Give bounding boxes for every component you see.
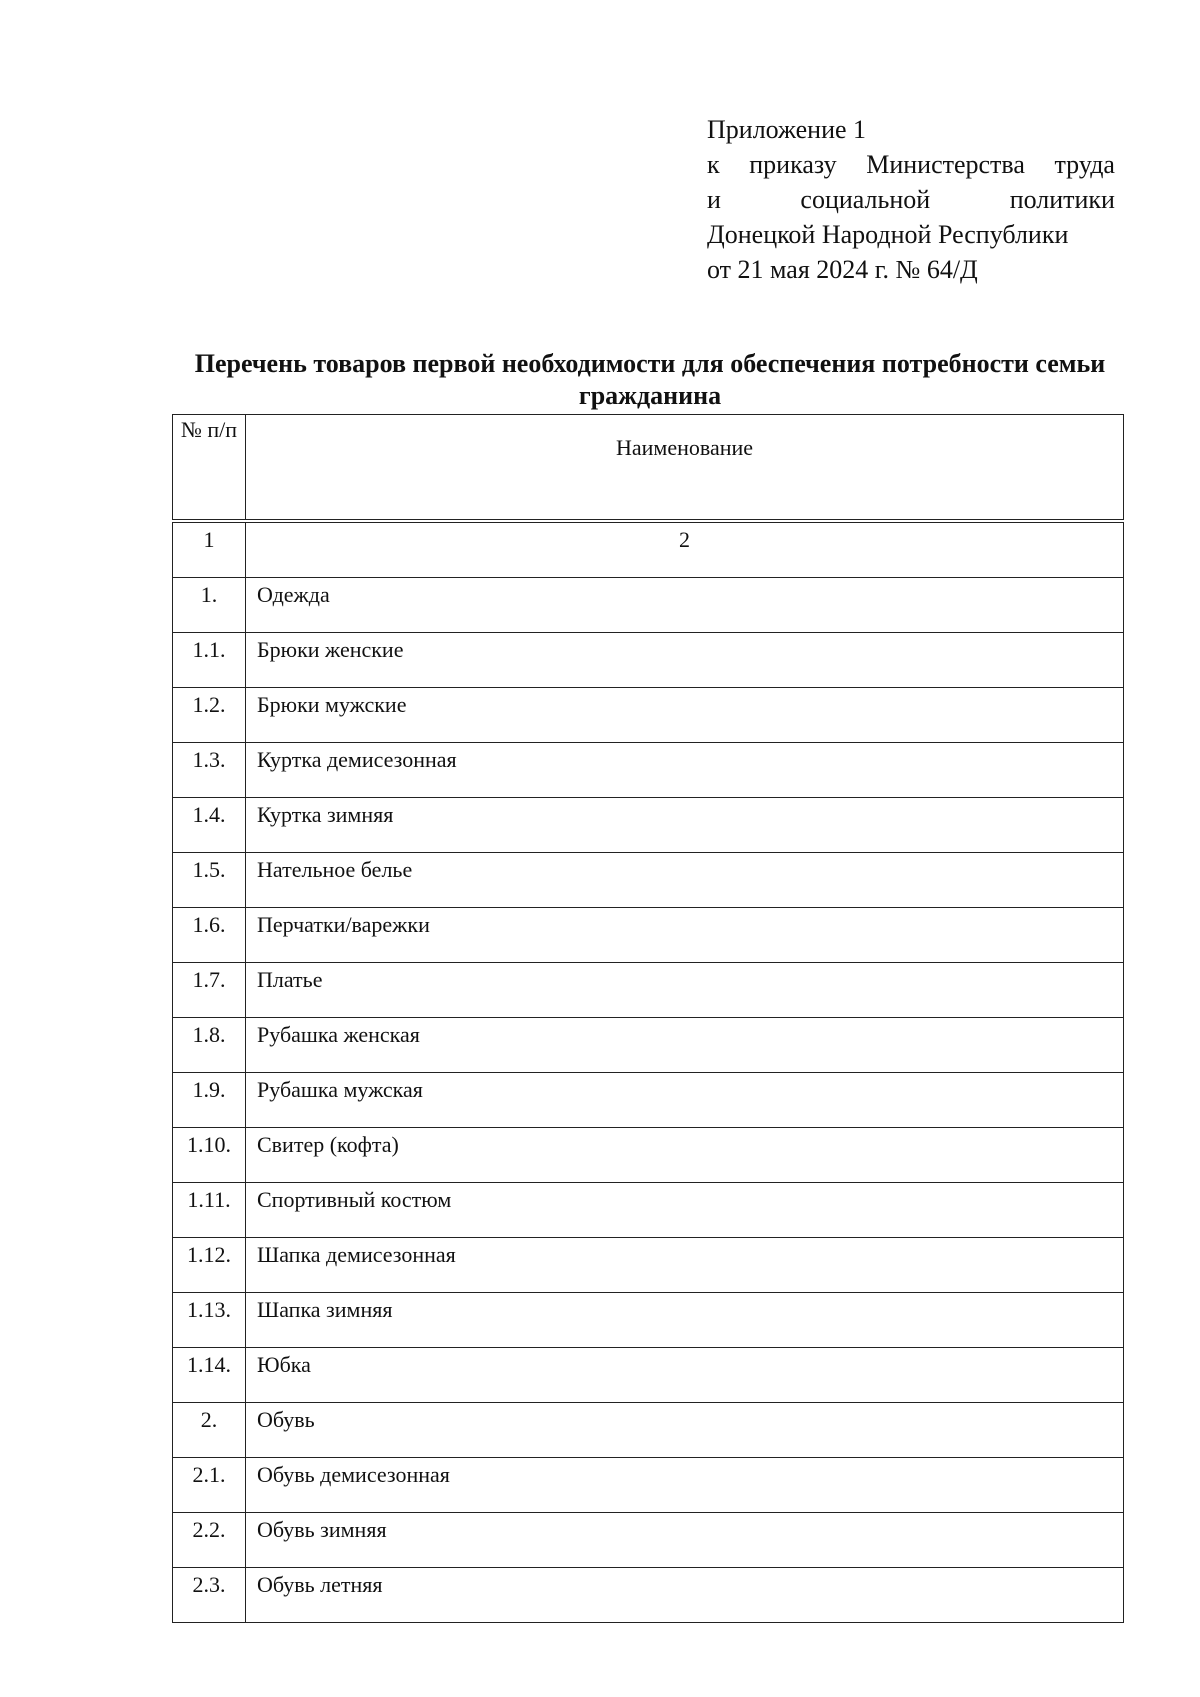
- row-name: Свитер (кофта): [246, 1128, 1124, 1183]
- table-row: [173, 1568, 1124, 1623]
- row-number: 2.3.: [173, 1568, 246, 1623]
- table-row: [173, 908, 1124, 963]
- header-num: № п/п: [173, 415, 246, 520]
- table-row: [173, 798, 1124, 853]
- table-row: [173, 633, 1124, 688]
- word: к: [707, 150, 720, 179]
- row-number: 1.11.: [173, 1183, 246, 1238]
- attachment-republic-line: Донецкой Народной Республики: [707, 220, 1069, 249]
- row-name: Рубашка женская: [246, 1018, 1124, 1073]
- attachment-block: [707, 112, 1115, 287]
- table-row: [173, 1403, 1124, 1458]
- word: политики: [1009, 185, 1115, 214]
- row-number: 1.2.: [173, 688, 246, 743]
- table-row: [173, 743, 1124, 798]
- table-row: [173, 963, 1124, 1018]
- row-number: 1.3.: [173, 743, 246, 798]
- attachment-ministry-line: [707, 182, 1115, 217]
- row-name: Перчатки/варежки: [246, 908, 1124, 963]
- row-name: Шапка зимняя: [246, 1293, 1124, 1348]
- table-row: [173, 1073, 1124, 1128]
- row-name: Обувь зимняя: [246, 1513, 1124, 1568]
- table-row: [173, 1513, 1124, 1568]
- row-number: 1.8.: [173, 1018, 246, 1073]
- row-name: Нательное белье: [246, 853, 1124, 908]
- word: социальной: [800, 185, 931, 214]
- row-number: 1.5.: [173, 853, 246, 908]
- table-row: [173, 1293, 1124, 1348]
- word: труда: [1054, 150, 1115, 179]
- row-name: Шапка демисезонная: [246, 1238, 1124, 1293]
- word: приказу: [749, 150, 837, 179]
- table-row: [173, 1018, 1124, 1073]
- table-row: [173, 1183, 1124, 1238]
- row-name: Юбка: [246, 1348, 1124, 1403]
- table-row: [173, 578, 1124, 633]
- table-header-row: [173, 415, 1124, 520]
- row-name: Одежда: [246, 578, 1124, 633]
- row-number: 1.: [173, 578, 246, 633]
- row-number: 1.9.: [173, 1073, 246, 1128]
- row-name: Платье: [246, 963, 1124, 1018]
- table-row: [173, 688, 1124, 743]
- row-number: 1.13.: [173, 1293, 246, 1348]
- row-name: Спортивный костюм: [246, 1183, 1124, 1238]
- table-row: [173, 1238, 1124, 1293]
- row-number: 2.1.: [173, 1458, 246, 1513]
- attachment-date-line: от 21 мая 2024 г. № 64/Д: [707, 255, 978, 284]
- row-number: 1.12.: [173, 1238, 246, 1293]
- row-name: Рубашка мужская: [246, 1073, 1124, 1128]
- row-number: 1.7.: [173, 963, 246, 1018]
- word: Министерства: [866, 150, 1025, 179]
- goods-table: [172, 414, 1124, 1623]
- table-row: [173, 1458, 1124, 1513]
- row-name: Брюки женские: [246, 633, 1124, 688]
- column-numbers-row: [173, 523, 1124, 578]
- table-row: [173, 853, 1124, 908]
- attachment-number: Приложение 1: [707, 115, 867, 144]
- column-number: 1: [173, 523, 246, 578]
- word: и: [707, 185, 721, 214]
- header-name: Наименование: [246, 415, 1124, 520]
- document-title: Перечень товаров первой необходимости для обеспечения потребности семьи гражданина: [194, 349, 1106, 410]
- row-number: 1.10.: [173, 1128, 246, 1183]
- row-number: 1.14.: [173, 1348, 246, 1403]
- row-name: Куртка демисезонная: [246, 743, 1124, 798]
- table-row: [173, 1348, 1124, 1403]
- column-number: 2: [246, 523, 1124, 578]
- row-name: Брюки мужские: [246, 688, 1124, 743]
- row-name: Обувь: [246, 1403, 1124, 1458]
- attachment-order-line: [707, 147, 1115, 182]
- row-name: Куртка зимняя: [246, 798, 1124, 853]
- row-number: 1.4.: [173, 798, 246, 853]
- row-number: 2.: [173, 1403, 246, 1458]
- row-number: 2.2.: [173, 1513, 246, 1568]
- row-name: Обувь демисезонная: [246, 1458, 1124, 1513]
- row-number: 1.1.: [173, 633, 246, 688]
- row-name: Обувь летняя: [246, 1568, 1124, 1623]
- row-number: 1.6.: [173, 908, 246, 963]
- table-row: [173, 1128, 1124, 1183]
